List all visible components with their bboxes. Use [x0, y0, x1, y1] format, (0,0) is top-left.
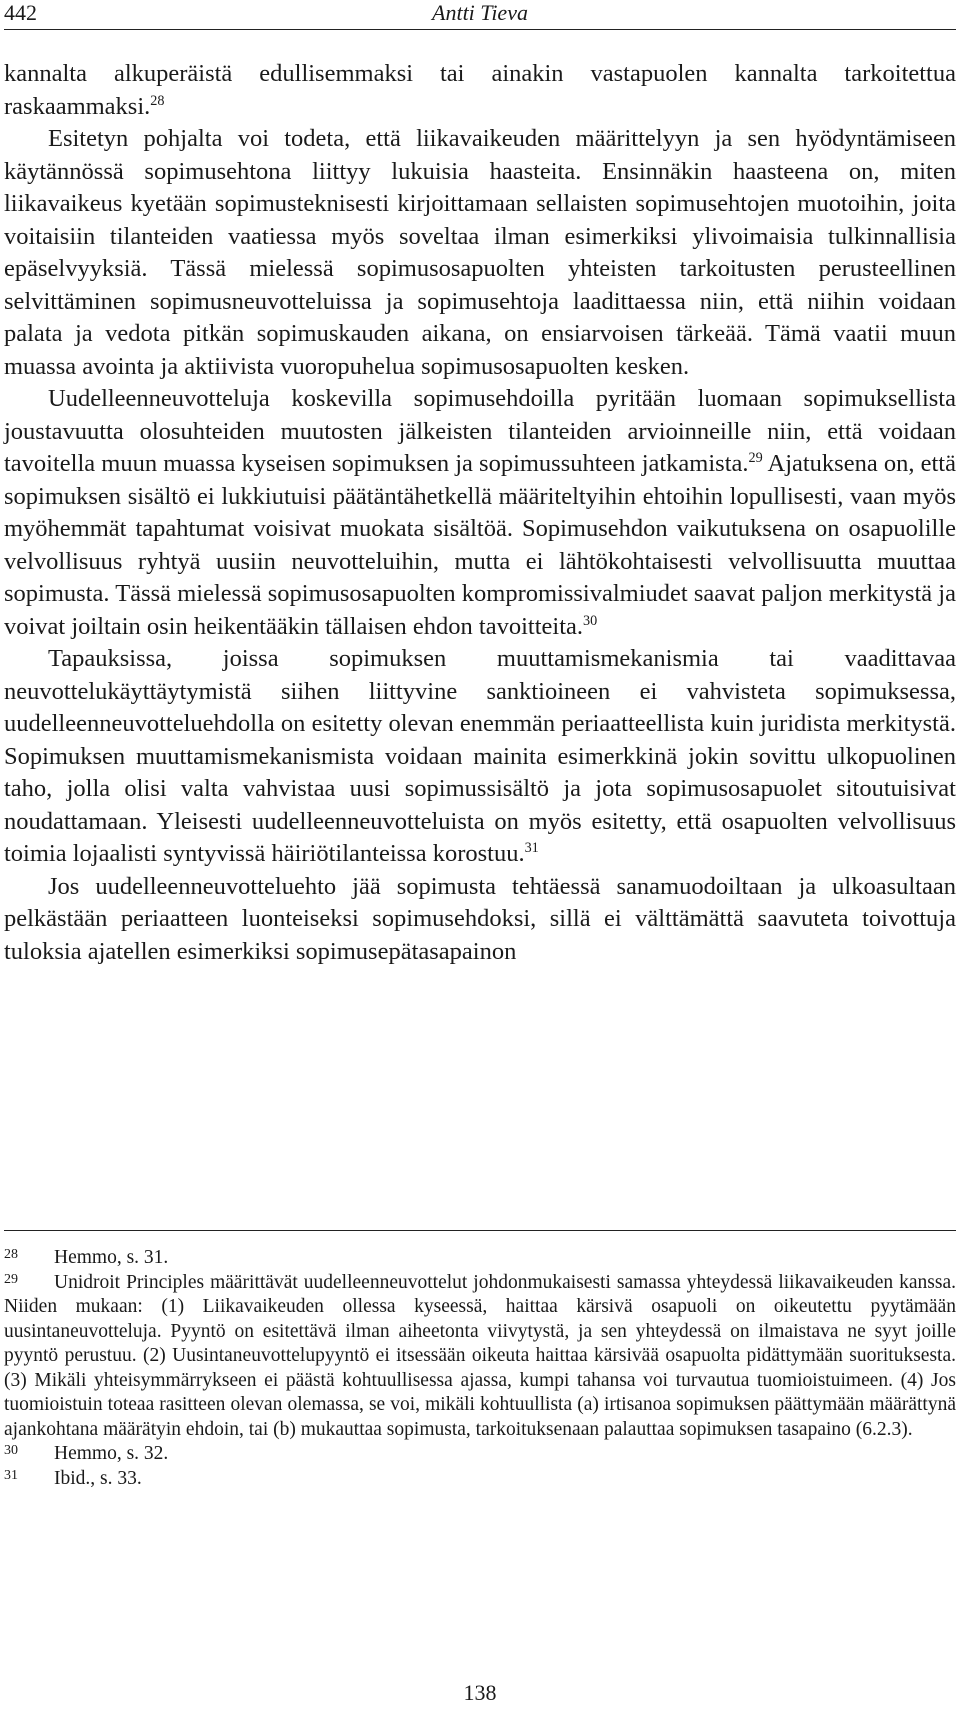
- folio-page-number: 138: [463, 1680, 497, 1705]
- paragraph-2: Esitetyn pohjalta voi todeta, että liikavaikeuden määrittelyyn ja sen hyödyntämiseen käytännössä sopimusehtona liittyy lukuisia haasteita. Ensinnäkin haasteena on, miten liikavaikeus kyetään sopimusteknisesti kirjoittamaan sellaisten sopimusehtojen muotoihin, joita voitaisiin tilanteiden vaatiessa myös soveltaa ilman esimerkiksi ylivoimaisia tulkinnallisia epäselvyyksiä. Tässä mielessä sopimusosapuolten yhteisten tarkoitusten perusteellinen selvittäminen sopimusneuvotteluissa ja sopimusehtoja laadittaessa niin, että niihin voidaan palata ja vedota pitkän sopimuskauden aikana, on ensiarvoisen tärkeää. Tämä vaatii muun muassa avointa ja aktiivista vuoropuhelua sopimusosapuolten kesken.: [4, 125, 956, 380]
- paragraph-1: [4, 58, 956, 123]
- footnote-31: 31 Ibid., s. 33.: [4, 1467, 142, 1489]
- paragraph-3-text-b: Ajatuksena on, että sopimuksen sisältö ei lukkiutuisi päätäntähetkellä määriteltyihin ehtoihin lopullisesti, vaan myös myöhemmät tapahtumat voisivat muokata sisältöä. Sopimusehdon vaikutuksena on osapuolille velvollisuus ryhtyä uusiin neuvotteluihin, mutta ei lähtökohtaisesti velvollisuutta muuttaa sopimusta. Tässä mielessä sopimusosapuolten kompromissivalmiudet saavat paljon merkitystä ja voivat joiltain osin heikentääkin tällaisen ehdon tavoitteita.: [4, 450, 956, 640]
- header-page-number: 442: [4, 0, 37, 25]
- footnote-28: 28 Hemmo, s. 31.: [4, 1247, 169, 1268]
- paragraph-4: [4, 643, 956, 871]
- footnote-ref-28[interactable]: 28: [150, 92, 165, 109]
- footnotes: [4, 1246, 956, 1491]
- header-rule: [4, 29, 956, 30]
- footnote-29: 29 Unidroit Principles määrittävät uudelleenneuvottelut johdonmukaisesti samassa yhteydessä liikavaikeuden kanssa. Niiden mukaan: (1) Liikavaikeuden ollessa kyseessä, haittaa kärsivä osapuoli on oikeutettu pyytämään uusintaneuvotteluja. Pyyntö on esitettävä ilman aiheetonta viivytystä, ja sen yhteydessä on ilmaistava ne syyt joille pyyntö perustuu. (2) Uusintaneuvottelupyyntö ei itsessään oikeuta haittaa kärsivää osapuolta pidättymään suorituksesta. (3) Mikäli yhteisymmärrykseen ei päästä kohtuullisessa ajassa, kumpi tahansa voi turvautua tuomioistuimeen. (4) Jos tuomioistuin toteaa rasitteen olevan olemassa, se voi, mikäli kohtuullista (a) irtisanoa sopimuksen päättymään määrättynä ajankohtana määrätyin ehdoin, tai (b) mukauttaa sopimusta, tarkoituksenaan palauttaa sopimuksen tasapaino (6.2.3).: [4, 1271, 956, 1440]
- footnote-30: 30 Hemmo, s. 32.: [4, 1443, 169, 1464]
- footnote-ref-31[interactable]: 31: [524, 839, 539, 856]
- footnote-text: Hemmo, s. 31.: [54, 1247, 169, 1268]
- paragraph-1-text: kannalta alkuperäistä edullisemmaksi tai ainakin vastapuolen kannalta tarkoitettua raskaammaksi.: [4, 60, 956, 120]
- paragraph-3: [4, 383, 956, 643]
- page-header: [4, 0, 956, 26]
- paragraph-3-text-a: Uudelleenneuvotteluja koskevilla sopimusehdoilla pyritään luomaan sopimuksellista joustavuutta olosuhteiden muutosten jälkeisten tilanteiden arvioinneille niin, että voidaan tavoitella muun muassa kyseisen sopimuksen ja sopimussuhteen jatkamista.: [4, 385, 956, 477]
- footnote-text: Hemmo, s. 32.: [54, 1443, 169, 1464]
- footnote-ref-30[interactable]: 30: [583, 612, 598, 629]
- footnote-text: Ibid., s. 33.: [54, 1467, 142, 1489]
- paragraph-5: Jos uudelleenneuvotteluehto jää sopimusta tehtäessä sanamuodoiltaan ja ulkoasultaan pelkästään periaatteen luonteiseksi sopimusehdoksi, sillä ei välttämättä saavuteta toivottuja tuloksia ajatellen esimerkiksi sopimusepätasapainon: [4, 872, 956, 965]
- paragraph-4-text: Tapauksissa, joissa sopimuksen muuttamismekanismia tai vaadittavaa neuvottelukäyttäytymistä siihen liittyvine sanktioineen ei vahvisteta sopimuksessa, uudelleenneuvotteluehdolla on esitetty olevan enemmän periaatteellista kuin juridista merkitystä. Sopimuksen muuttamismekanismista voidaan mainita esimerkkinä jokin sovittu ulkopuolinen taho, jolla olisi valta vahvistaa uusi sopimussisältö ja jota sopimusosapuolet sitoutuisivat noudattamaan. Yleisesti uudelleenneuvotteluista on myös esitetty, että osapuolten velvollisuus toimia lojaalisti syntyvissä häiriötilanteissa korostuu.: [4, 645, 956, 867]
- footnote-ref-29[interactable]: 29: [748, 449, 763, 466]
- running-head: Antti Tieva: [432, 0, 528, 25]
- body-text: [4, 58, 956, 968]
- footnote-rule: [4, 1230, 956, 1231]
- footnote-text: Unidroit Principles määrittävät uudelleenneuvottelut johdonmukaisesti samassa yhteydessä liikavaikeuden kanssa. Niiden mukaan: (1) Liikavaikeuden ollessa kyseessä, haittaa kärsivä osapuoli on oikeutettu pyytämään uusintaneuvotteluja. Pyyntö on esitettävä ilman aiheetonta viivytystä, ja sen yhteydessä on ilmaistava ne syyt joille pyyntö perustuu. (2) Uusintaneuvottelupyyntö ei itsessään oikeuta haittaa kärsivää osapuolta pidättymään suorituksesta. (3) Mikäli yhteisymmärrykseen ei päästä kohtuullisessa ajassa, kumpi tahansa voi turvautua tuomioistuimeen. (4) Jos tuomioistuin toteaa rasitteen olevan olemassa, se voi, mikäli kohtuullista (a) irtisanoa sopimuksen päättymään määrättynä ajankohtana määrätyin ehdoin, tai (b) mukauttaa sopimusta, tarkoituksenaan palauttaa sopimuksen tasapaino (6.2.3).: [4, 1271, 956, 1440]
